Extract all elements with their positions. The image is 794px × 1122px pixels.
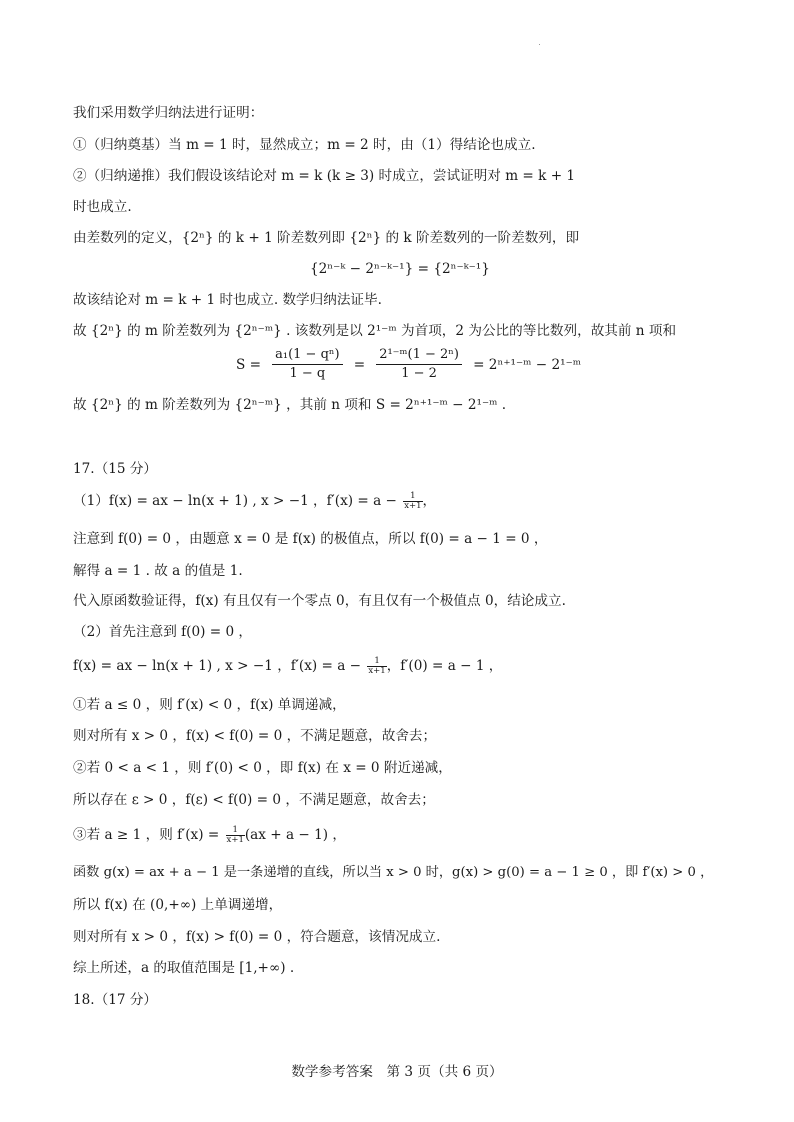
fraction-substituted [376, 346, 462, 383]
fraction-denominator: x+1 [404, 501, 422, 511]
formula-text: ， [422, 493, 437, 509]
fraction-numerator: 1 [226, 826, 245, 836]
problem-heading: 18.（17 分） [73, 992, 158, 1008]
formula-text: f(x) = ax − ln(x + 1) , x > −1 ，f′(x) = a − [73, 658, 366, 674]
scan-speck [539, 44, 540, 45]
formula-text: ，f′(0) = a − 1 ， [386, 658, 503, 674]
text-line: 解得 a = 1 . 故 a 的值是 1. [73, 563, 243, 579]
text-line: 综上所述，a 的取值范围是 [1,+∞) . [73, 960, 295, 976]
fraction-denominator: 1 − 2 [401, 366, 437, 381]
text-line: ①若 a ≤ 0 ，则 f′(x) < 0 ，f(x) 单调递减， [73, 697, 346, 713]
fraction-geometric [272, 346, 342, 383]
fraction-numerator: 1 [403, 492, 422, 502]
small-fraction [367, 657, 386, 676]
fraction-numerator: 1 [367, 657, 386, 667]
text-line: 故 {2ⁿ} 的 m 阶差数列为 {2ⁿ⁻ᵐ} . 该数列是以 2¹⁻ᵐ 为首项，2 为公比的等比数列，故其前 n 项和 [73, 323, 677, 339]
text-line: 时也成立. [73, 199, 132, 215]
text-line: 所以 f(x) 在 (0,+∞) 上单调递增， [73, 897, 283, 913]
text-line: 故该结论对 m = k + 1 时也成立. 数学归纳法证毕. [73, 292, 382, 308]
formula-text: (ax + a − 1) ， [244, 827, 346, 843]
sum-formula [236, 346, 587, 390]
text-line [73, 657, 502, 676]
formula-text: （1）f(x) = ax − ln(x + 1) , x > −1 ，f′(x) = a − [73, 493, 402, 509]
text-line: 则对所有 x > 0 ，f(x) < f(0) = 0 ，不满足题意，故舍去； [73, 728, 437, 744]
small-fraction [226, 826, 245, 845]
fraction-denominator: x+1 [226, 835, 244, 845]
text-line [73, 492, 436, 511]
text-line: ②（归纳递推）我们假设该结论对 m = k (k ≥ 3) 时成立，尝试证明对 m = k + 1 [73, 168, 576, 184]
page-footer: 数学参考答案 第 3 页（共 6 页） [291, 1064, 503, 1080]
fraction-denominator: x+1 [368, 666, 386, 676]
fraction-numerator: 2¹⁻ᵐ(1 − 2ⁿ) [376, 346, 462, 365]
text-line: 代入原函数验证得，f(x) 有且仅有一个零点 0，有且仅有一个极值点 0，结论成立. [73, 593, 566, 609]
text-line: 我们采用数学归纳法进行证明： [73, 105, 264, 121]
text-line: （2）首先注意到 f(0) = 0 ， [73, 624, 253, 640]
text-line: ①（归纳奠基）当 m = 1 时，显然成立；m = 2 时，由（1）得结论也成立. [73, 137, 536, 153]
text-line: 注意到 f(0) = 0 ，由题意 x = 0 是 f(x) 的极值点，所以 f(0) = a − 1 = 0 ， [73, 531, 548, 547]
equals-sign: = [353, 356, 366, 373]
difference-equation: {2ⁿ⁻ᵏ − 2ⁿ⁻ᵏ⁻¹} = {2ⁿ⁻ᵏ⁻¹} [310, 261, 490, 277]
problem-heading: 17.（15 分） [73, 461, 158, 477]
text-line: 由差数列的定义，{2ⁿ} 的 k + 1 阶差数列即 {2ⁿ} 的 k 阶差数列的一阶差数列，即 [73, 230, 580, 246]
formula-text: ③若 a ≥ 1 ，则 f′(x) = [73, 827, 224, 843]
sum-result: = 2ⁿ⁺¹⁻ᵐ − 2¹⁻ᵐ [473, 356, 582, 373]
fraction-numerator: a₁(1 − qⁿ) [272, 346, 342, 365]
text-line: 故 {2ⁿ} 的 m 阶差数列为 {2ⁿ⁻ᵐ} ，其前 n 项和 S = 2ⁿ⁺¹⁻ᵐ − 2¹⁻ᵐ . [73, 397, 507, 413]
text-line: ②若 0 < a < 1 ，则 f′(0) < 0 ，即 f(x) 在 x = 0 附近递减， [73, 760, 452, 776]
sum-lhs: S = [236, 356, 262, 373]
text-line: 则对所有 x > 0 ，f(x) > f(0) = 0 ，符合题意，该情况成立. [73, 929, 441, 945]
small-fraction [403, 492, 422, 511]
text-line: 所以存在 ε > 0 ，f(ε) < f(0) = 0 ，不满足题意，故舍去； [73, 792, 435, 808]
text-line: 函数 g(x) = ax + a − 1 是一条递增的直线，所以当 x > 0 时，g(x) > g(0) = a − 1 ≥ 0 ，即 f′(x) > 0 ， [73, 865, 714, 880]
fraction-denominator: 1 − q [289, 366, 326, 381]
text-line [73, 826, 346, 845]
